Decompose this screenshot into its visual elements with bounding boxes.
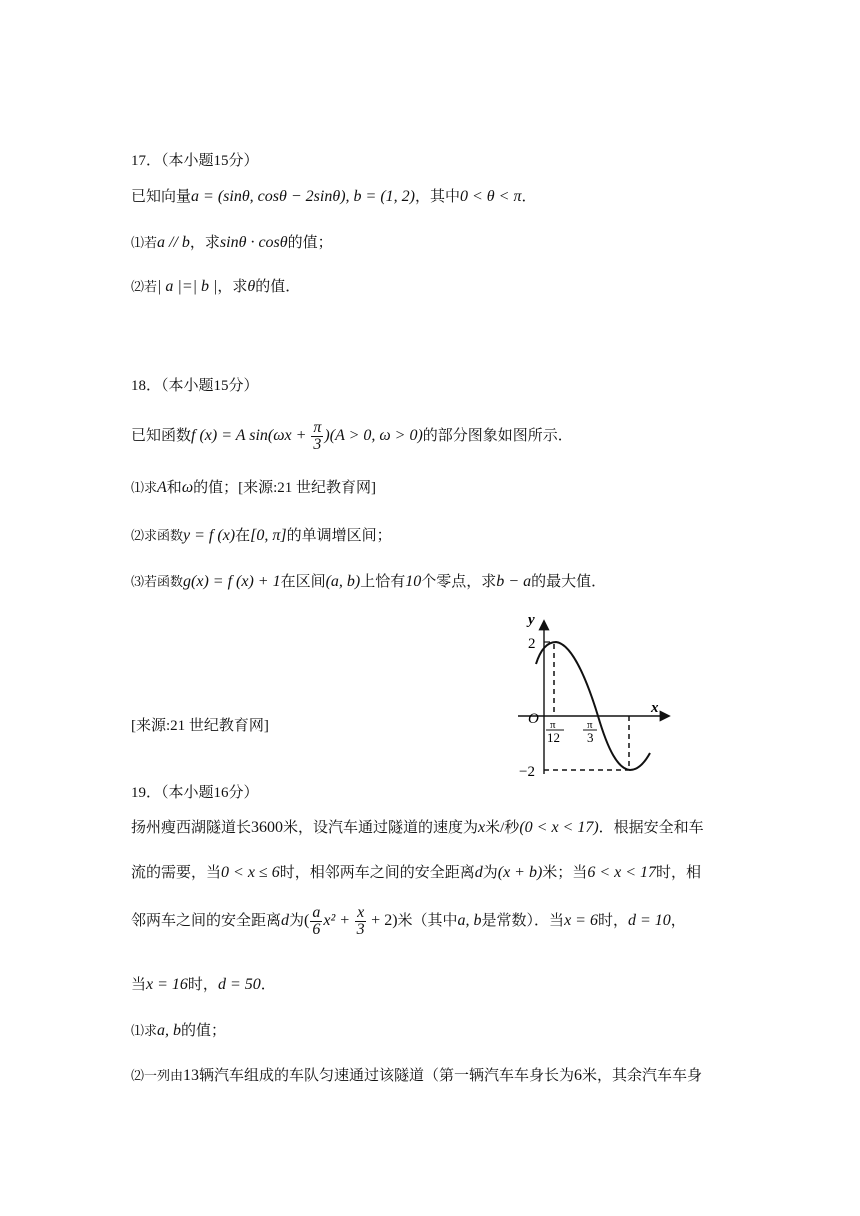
q19-l3-f: 时， [597, 913, 628, 929]
q19-part2-prefix: ⑵一列由 [131, 1068, 184, 1083]
q18-formula-right: )(A > 0, ω > 0) [324, 427, 423, 444]
q19-l3-frac2 [355, 905, 366, 938]
origin-label: O [528, 711, 539, 727]
q19-l2-e1: (x + b) [497, 864, 543, 881]
q17-part1-cond: a // b [157, 234, 190, 251]
q19-l3-mid: x² + [323, 912, 355, 929]
q19-l3-frac1-den: 6 [312, 921, 321, 939]
q18-part1-end: 的值；[来源:21 世纪教育网] [193, 480, 377, 496]
q18-part3-count: 10 [405, 573, 422, 590]
q19-l3-b: 为 [289, 913, 305, 929]
tick1-num: π [550, 719, 556, 731]
q17-header: 17．（本小题15分） [131, 153, 259, 169]
q18-part3-end: 的最大值． [531, 574, 607, 590]
q18-frac-num: π [313, 419, 322, 437]
q19-line2 [131, 863, 701, 883]
q17-part2-prefix: ⑵若 [131, 279, 158, 294]
q19-l1-x: x [478, 819, 486, 836]
q18-formula-frac [311, 420, 323, 453]
q18-part3-mid: 在区间 [280, 574, 326, 590]
q18-part1-a: A [157, 479, 167, 496]
y-max-label: 2 [528, 636, 536, 652]
q19-l2-r2: 6 < x < 17 [587, 864, 657, 881]
q17-given-formula: a = (sinθ, cosθ − 2sinθ), b = (1, 2) [191, 188, 415, 205]
q17-part1-end: 的值； [287, 235, 333, 251]
q19-line3 [131, 902, 686, 940]
sine-graph [508, 612, 678, 784]
x-axis-label: x [651, 700, 659, 716]
q19-line1 [131, 818, 704, 838]
q19-l1-range: (0 < x < 17) [519, 819, 599, 836]
q19-l3-frac2-den: 3 [356, 921, 365, 939]
q19-l3-e: 是常数）．当 [481, 913, 565, 929]
q19-l3-frac2-num: x [357, 904, 365, 922]
q18-part2-interval: [0, π] [250, 527, 287, 544]
q19-line4 [131, 975, 276, 995]
q19-l3-open: ( [304, 912, 310, 929]
q17-part1-mid: ，求 [189, 235, 220, 251]
q19-l3-x6: x = 6 [564, 912, 598, 929]
q19-part2-mid: 辆汽车组成的车队匀速通过该隧道（第一辆汽车车身长为 [199, 1068, 575, 1084]
q18-part2-fn: y = f (x) [183, 527, 236, 544]
q18-header: 18．（本小题15分） [131, 378, 259, 394]
q18-part3-mid3: 个零点，求 [421, 574, 497, 590]
sine-curve [536, 642, 650, 770]
q18-part3-mid2: 上恰有 [360, 574, 406, 590]
q19-part1-ab: a, b [157, 1022, 182, 1039]
q17-part2-mid: ，求 [217, 279, 248, 295]
q17-part2-end: 的值． [255, 279, 301, 295]
q17-part1 [131, 233, 333, 253]
y-axis-label: y [528, 612, 535, 628]
q18-frac-den: 3 [313, 436, 322, 454]
q19-l2-c: 为 [482, 865, 498, 881]
q19-l3-a: 邻两车之间的安全距离 [131, 913, 282, 929]
q19-l2-b: 时，相邻两车之间的安全距离 [279, 865, 475, 881]
q18-part2-end: 的单调增区间； [286, 528, 392, 544]
q18-part3-prefix: ⑶若函数 [131, 574, 184, 589]
q19-header: 19．（本小题16分） [131, 785, 259, 801]
q17-part2 [131, 277, 300, 297]
q19-l3-close: + 2) [367, 912, 398, 929]
q17-given-middle: ，其中 [414, 189, 460, 205]
tick1-den: 12 [547, 730, 560, 745]
q19-l4-x16: x = 16 [146, 976, 188, 993]
q18-formula-left: f (x) = A sin(ωx + [191, 427, 311, 444]
q19-part1-prefix: ⑴求 [131, 1023, 158, 1038]
q17-given-prefix: 已知向量 [131, 189, 192, 205]
q18-part1-w: ω [181, 479, 194, 496]
q18-given [131, 418, 573, 454]
q19-l4-c: ． [260, 977, 276, 993]
q18-source-note: [来源:21 世纪教育网] [131, 718, 269, 734]
tick2-num: π [587, 719, 593, 731]
q18-part1 [131, 478, 376, 498]
q19-part2-end: 米，其余汽车车身 [582, 1068, 703, 1084]
q19-l3-frac1-num: a [312, 904, 321, 922]
q19-l1-b: 米，设汽车通过隧道的速度为 [283, 820, 479, 836]
q18-part1-prefix: ⑴求 [131, 480, 158, 495]
q17-part2-var: θ [247, 278, 256, 295]
q19-l2-r1: 0 < x ≤ 6 [221, 864, 280, 881]
q18-given-end: 的部分图象如图所示． [422, 428, 573, 444]
q18-part3-fn: g(x) = f (x) + 1 [183, 573, 281, 590]
q17-part2-cond: | a |=| b | [157, 278, 218, 295]
q19-part2-len: 6 [574, 1067, 583, 1084]
q17-part1-expr: sinθ · cosθ [219, 234, 288, 251]
q19-l1-c: 米/秒 [485, 820, 520, 836]
tick2-den: 3 [587, 730, 594, 745]
q19-l2-d: d [474, 864, 483, 881]
q19-l3-c: 米（其中 [397, 913, 458, 929]
q19-part2 [131, 1066, 702, 1086]
q19-l2-e: 米；当 [542, 865, 588, 881]
q19-l3-ab: a, b [457, 912, 482, 929]
q19-l1-len: 3600 [251, 819, 284, 836]
q18-part3-expr: b − a [496, 573, 532, 590]
q19-l1-a: 扬州瘦西湖隧道长 [131, 820, 252, 836]
q18-part3 [131, 572, 606, 592]
q19-part1 [131, 1021, 226, 1041]
q18-part2 [131, 526, 392, 546]
q19-part2-n: 13 [183, 1067, 200, 1084]
q19-l3-frac1 [310, 905, 322, 938]
q19-l4-b: 时， [187, 977, 218, 993]
y-min-label: −2 [519, 764, 535, 780]
q18-part2-mid: 在 [235, 528, 251, 544]
q19-l4-d50: d = 50 [217, 976, 261, 993]
q17-given [131, 187, 536, 207]
q19-l4-a: 当 [131, 977, 147, 993]
q17-part1-prefix: ⑴若 [131, 235, 158, 250]
q18-part2-prefix: ⑵求函数 [131, 528, 184, 543]
q17-given-end: ． [521, 189, 537, 205]
q19-part1-end: 的值； [181, 1023, 227, 1039]
q17-given-range: 0 < θ < π [459, 188, 522, 205]
q19-l3-d10: d = 10 [627, 912, 671, 929]
q19-l3-g: ， [670, 913, 686, 929]
q19-l2-a: 流的需要，当 [131, 865, 222, 881]
q19-l1-d: ．根据安全和车 [598, 820, 704, 836]
q19-l3-d: d [281, 912, 290, 929]
q18-given-prefix: 已知函数 [131, 428, 192, 444]
q19-l2-f: 时，相 [656, 865, 702, 881]
q18-part1-and: 和 [166, 480, 182, 496]
q18-part3-interval: (a, b) [325, 573, 361, 590]
